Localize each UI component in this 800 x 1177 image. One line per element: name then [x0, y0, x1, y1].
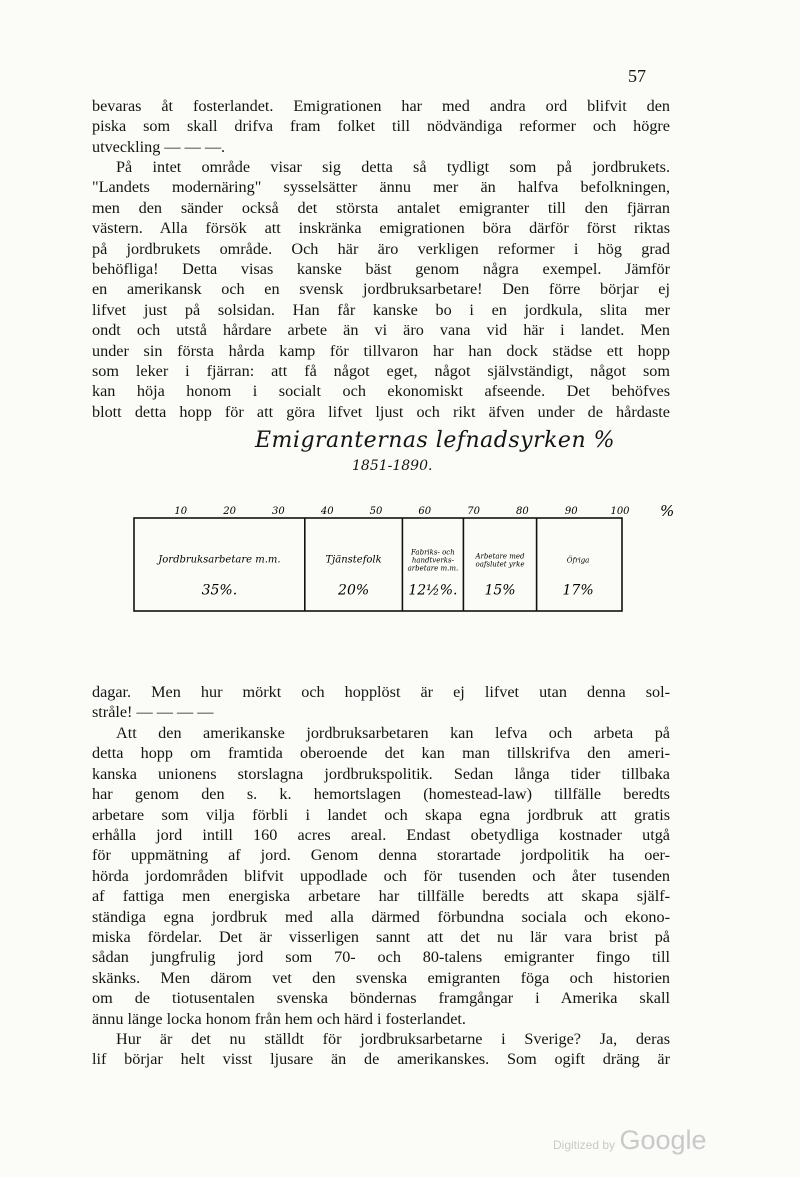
text-line: erhålla jord intill 160 acres areal. Endast obetydliga kostnader utgå [92, 826, 670, 845]
text-line: blott detta hopp för att göra lifvet ljust och rikt äfven under de hårdaste [92, 402, 670, 421]
segment-label: Öfriga [566, 556, 590, 565]
segment-value-label: 15% [484, 582, 516, 599]
text-line: ständiga egna jordbruk med alla därmed förbundna sociala och ekono- [92, 907, 670, 926]
segment-value-label: 12½%. [408, 582, 458, 599]
text-line: utveckling — — —. [92, 137, 226, 156]
text-line: kan höja honom i socialt och ekonomiskt afseende. Det behöfves [92, 382, 670, 401]
text-line: piska som skall drifva fram folket till nödvändiga reformer och högre [92, 117, 670, 136]
tick-label: 10 [174, 506, 188, 517]
chart-segments [156, 518, 593, 611]
top-paragraph [92, 96, 670, 157]
text-line: kanska unionens storslagna jordbrukspolitik. Sedan långa tider tillbaka [92, 764, 670, 783]
text-line: som leker i fjärran: att få något eget, något självständigt, något som [92, 362, 670, 381]
google-logo: Google [619, 1125, 707, 1155]
third-paragraph [92, 723, 670, 1029]
segment-label: Arbetare med oafslutet yrke [475, 552, 525, 569]
text-line: bevaras åt fosterlandet. Emigrationen har med andra ord blifvit den [92, 97, 670, 115]
chart-title: Emigranternas lefnadsyrken % [255, 428, 616, 453]
text-line: På intet område visar sig detta så tydligt som på jordbrukets. [116, 158, 670, 176]
text-line: arbetare som vilja förbli i landet och skapa egna jordbruk att gratis [92, 805, 670, 824]
text-line: af fattiga men energiska arbetare har tillfälle beredts att skapa själf- [92, 887, 670, 906]
tick-label: 70 [467, 506, 480, 517]
tick-label: 50 [369, 506, 383, 517]
text-line: lif börjar helt visst ljusare än de amerikanskes. Som ogift dräng är [92, 1050, 670, 1069]
tick-label: 60 [418, 506, 432, 517]
text-line: om de tiotusentalen svenska böndernas framgångar i Amerika skall [92, 989, 670, 1008]
segment-value-label: 20% [338, 582, 370, 599]
fourth-paragraph [92, 1029, 670, 1070]
text-line: Att den amerikanske jordbruksarbetaren kan lefva och arbeta på [116, 724, 670, 742]
second-paragraph [92, 157, 670, 422]
chart-subtitle: 1851-1890. [352, 458, 433, 474]
text-line: hörda jordområden blifvit uppodlade och för tusenden och åter tusenden [92, 866, 670, 885]
text-line: har genom den s. k. hemortslagen (homestead-law) tillfälle beredts [92, 785, 670, 804]
watermark-prefix: Digitized by [553, 1138, 616, 1152]
text-line: för uppmätning af jord. Genom denna storartade jordpolitik ha oer- [92, 846, 670, 865]
segment-value-label: 35%. [201, 582, 238, 599]
tick-label: 30 [272, 506, 285, 517]
text-line: Hur är det nu ställdt för jordbruksarbetarne i Sverige? Ja, deras [116, 1030, 670, 1048]
text-line: västern. Alla försök att inskränka emigrationen böra därför först riktas [92, 219, 670, 238]
text-line: lifvet just på solsidan. Han får kanske bo i en jordkula, slita mer [92, 300, 670, 319]
digitized-by-google-watermark [553, 1125, 707, 1156]
tick-label: 80 [516, 506, 529, 517]
text-line: "Landets modernäring" sysselsätter ännu mer än halfva befolkningen, [92, 178, 670, 197]
tick-labels [174, 506, 630, 517]
text-line: men den sänder också det största antalet emigranter till den fjärran [92, 198, 670, 217]
segment-value-label: 17% [562, 582, 594, 599]
text-line: dagar. Men hur mörkt och hopplöst är ej lifvet utan denna sol- [92, 683, 670, 701]
text-line: stråle! — — — — [92, 703, 214, 722]
segment-label: Jordbruksarbetare m.m. [158, 554, 281, 566]
text-line: under sin första hårda kamp för tillvaron har han dock städse ett hopp [92, 341, 670, 360]
page-number: 57 [628, 66, 646, 86]
text-line: ännu länge locka honom från hem och härd i fosterlandet. [92, 1009, 466, 1028]
axis-unit-label: % [660, 502, 675, 520]
text-line: ondt och utstå hårdare arbete än vi äro vana vid här i landet. Men [92, 321, 670, 340]
segment-label: Fabriks- och handtverks-arbetare m.m. [407, 548, 459, 573]
segment-label: Tjänstefolk [325, 554, 382, 566]
after-chart-paragraph [92, 682, 670, 723]
text-line: behöfliga! Detta visas kanske bäst genom några exempel. Jämför [92, 260, 670, 279]
text-line: skänks. Men därom vet den svenska emigranten föga och historien [92, 968, 670, 987]
text-line: miska fördelar. Det är visserligen sannt att det nu lär vara brist på [92, 928, 670, 947]
text-line: en amerikansk och en svensk jordbruksarbetare! Den förre börjar ej [92, 280, 670, 299]
tick-label: 20 [223, 506, 236, 517]
text-line: detta hopp om framtida oberoende det kan man tillskrifva den ameri- [92, 744, 670, 763]
occupation-chart [120, 498, 680, 618]
text-line: på jordbrukets område. Och här äro verkligen reformer i hög grad [92, 239, 670, 258]
text-line: sådan jungfrulig jord som 70- och 80-talens emigranter fingo till [92, 948, 670, 967]
tick-label: 90 [564, 506, 578, 517]
tick-label: 100 [610, 506, 630, 517]
tick-label: 40 [320, 506, 334, 517]
